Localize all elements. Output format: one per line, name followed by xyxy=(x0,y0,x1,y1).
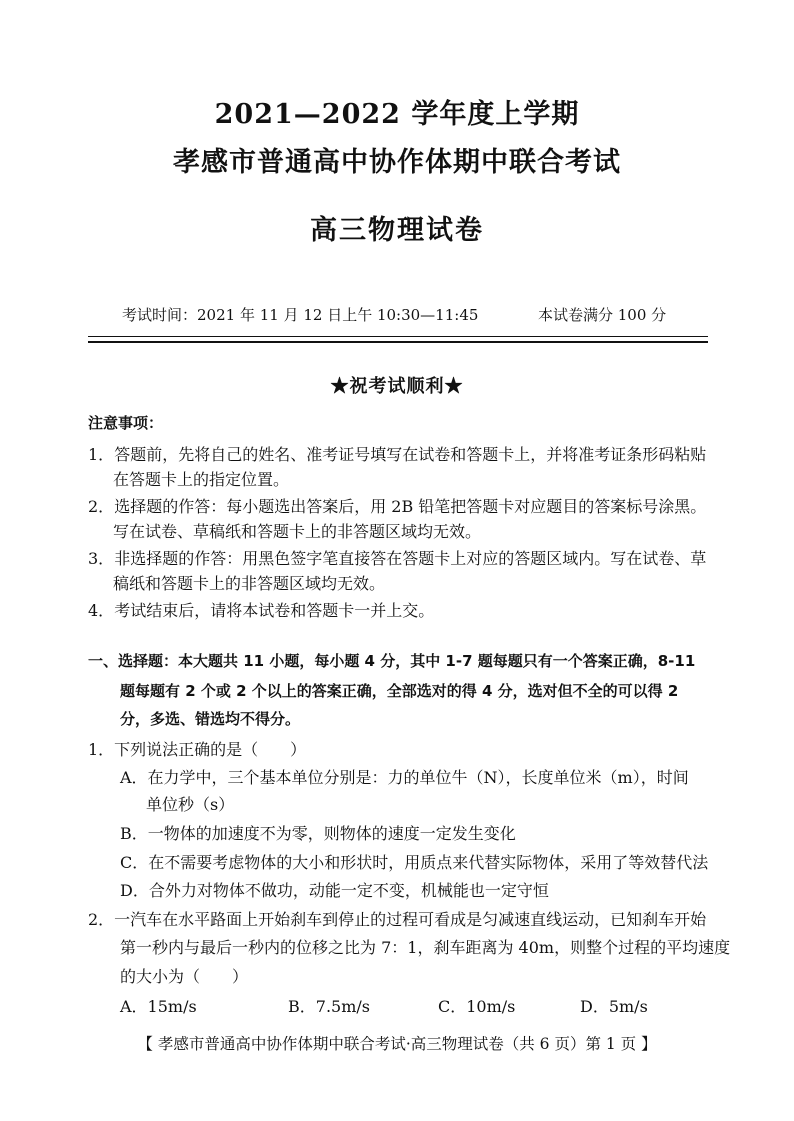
q2-stem-line1: 2．一汽车在水平路面上开始刹车到停止的过程可看成是匀减速直线运动，已知刹车开始 xyxy=(88,910,707,929)
note-item-2-line2: 写在试卷、草稿纸和答题卡上的非答题区域均无效。 xyxy=(113,522,482,541)
paper-title: 高三物理试卷 xyxy=(310,215,484,246)
note-item-1-line1: 1．答题前，先将自己的姓名、准考证号填写在试卷和答题卡上，并将准考证条形码粘贴 xyxy=(88,445,707,464)
q2-stem-line3: 的大小为（ ） xyxy=(120,967,249,986)
note-item-2-line1: 2．选择题的作答：每小题选出答案后，用 2B 铅笔把答题卡对应题目的答案标号涂黑。 xyxy=(88,497,707,516)
note-number: 1． xyxy=(88,445,115,464)
exam-time: 考试时间：2021 年 11 月 12 日上午 10:30—11:45 xyxy=(122,306,479,324)
section1-instructions-line3: 分，多选、错选均不得分。 xyxy=(120,710,301,728)
section1-instructions-line2: 题每题有 2 个或 2 个以上的答案正确，全部选对的得 4 分，选对但不全的可以得 2 xyxy=(120,682,679,700)
section1-instructions-line1: 一、选择题：本大题共 11 小题，每小题 4 分，其中 1-7 题每题只有一个答案正确，8-11 xyxy=(88,652,696,670)
note-item-3-line1: 3．非选择题的作答：用黑色签字笔直接答在答题卡上对应的答题区域内。写在试卷、草 xyxy=(88,549,707,568)
q1-option-c: C．在不需要考虑物体的大小和形状时，用质点来代替实际物体，采用了等效替代法 xyxy=(120,853,709,872)
notes-heading: 注意事项： xyxy=(88,414,164,432)
q1-option-a-line1: A．在力学中，三个基本单位分别是：力的单位牛（N），长度单位米（m），时间 xyxy=(120,768,689,787)
q1-option-b: B．一物体的加速度不为零，则物体的速度一定发生变化 xyxy=(120,824,516,843)
q1-option-d: D．合外力对物体不做功，动能一定不变，机械能也一定守恒 xyxy=(120,881,549,900)
divider-thick xyxy=(88,341,708,343)
q2-option-b: B．7.5m/s xyxy=(288,997,370,1016)
q2-option-a: A．15m/s xyxy=(120,997,197,1016)
q2-option-c: C．10m/s xyxy=(438,997,516,1016)
q2-option-d: D．5m/s xyxy=(580,997,648,1016)
exam-name-title: 孝感市普通高中协作体期中联合考试 xyxy=(173,147,621,178)
q2-stem-line2: 第一秒内与最后一秒内的位移之比为 7：1，刹车距离为 40m，则整个过程的平均速度 xyxy=(120,938,731,957)
note-item-1-line2: 在答题卡上的指定位置。 xyxy=(113,470,290,489)
note-item-3-line2: 稿纸和答题卡上的非答题区域均无效。 xyxy=(113,574,386,593)
page-footer: 【 孝感市普通高中协作体期中联合考试·高三物理试卷（共 6 页）第 1 页 】 xyxy=(137,1035,657,1053)
note-number: 3． xyxy=(88,549,115,568)
note-number: 4． xyxy=(88,601,115,620)
q1-option-a-line2: 单位秒（s） xyxy=(146,795,235,814)
q1-stem: 1．下列说法正确的是（ ） xyxy=(88,740,307,759)
blessing: ★祝考试顺利★ xyxy=(330,376,464,397)
divider-thin xyxy=(88,336,708,337)
note-number: 2． xyxy=(88,497,115,516)
full-score: 本试卷满分 100 分 xyxy=(538,306,667,324)
note-item-4-line1: 4．考试结束后，请将本试卷和答题卡一并上交。 xyxy=(88,601,435,620)
exam-year-title: 2021—2022 学年度上学期 xyxy=(214,99,580,130)
